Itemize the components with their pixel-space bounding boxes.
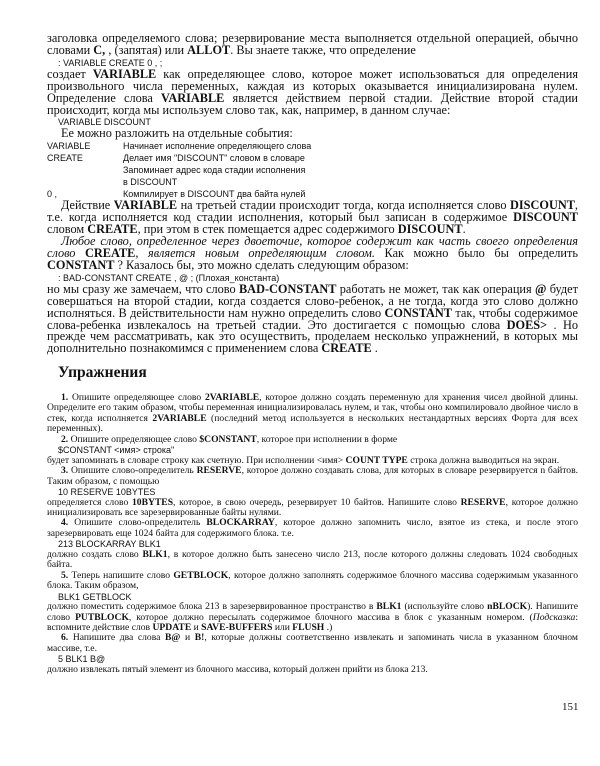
- events-table: [47, 140, 578, 200]
- exercise-1: [47, 393, 578, 435]
- code-line: : BAD-CONSTANT CREATE , @ ; (Плохая_константа): [58, 272, 280, 283]
- exercise-5: [47, 571, 578, 592]
- text-run: , которое при исполнении в форме: [256, 433, 398, 445]
- paragraph: [47, 665, 578, 675]
- text-run: и: [191, 621, 202, 633]
- event-desc: Компилирует в DISCOUNT два байта нулей: [123, 189, 306, 200]
- emphasis: Любое слово, определенное через двоеточие, которое содержит как часть своего определения слово: [47, 234, 578, 260]
- text-run: , которые должны соответственно извлекать и запоминать числа в указанном блочном массиве, т.е.: [47, 632, 578, 654]
- paragraph: [47, 200, 578, 236]
- text-run: ). Напишите слово: [47, 601, 579, 623]
- code-line: 213 BLOCKARRAY BLK1: [58, 539, 161, 550]
- text-run: Опишите слово-определитель: [68, 517, 207, 529]
- text-run: Действие: [61, 198, 114, 213]
- keyword: BAD-CONSTANT: [238, 281, 337, 296]
- section-heading: Упражнения: [58, 364, 147, 381]
- keyword: COUNT TYPE: [345, 454, 408, 466]
- text-run: , которое должно пересылать содержимое блочного массива в блок с указанным номером. (: [128, 611, 533, 623]
- paragraph: [47, 66, 578, 117]
- text-run: .: [371, 341, 378, 356]
- keyword: nBLOCK: [487, 601, 528, 613]
- text-run: , которое, в свою очередь, резервирует 10 байтов. Напишите слово: [173, 496, 461, 508]
- keyword: BLK1: [142, 548, 168, 560]
- keyword: DISCOUNT: [397, 222, 463, 237]
- event-desc: Начинает исполнение определяющего слова: [123, 141, 312, 152]
- keyword: RESERVE: [196, 465, 242, 477]
- exercise-6: [47, 633, 578, 654]
- keyword: B!: [194, 632, 205, 644]
- events-row: [47, 164, 578, 176]
- paragraph: [47, 33, 578, 57]
- text-run: Как можно было бы определить: [374, 245, 578, 260]
- text-run: Опишите определяющее слово: [68, 433, 200, 445]
- text-run: , которое должно создать переменную для хранения чисел двойной длины. Определите его таким образом, чтобы переменная инициализировалась нулем, и так, чтобы оно компилировало двойное число в стек, когда исполняется: [47, 392, 578, 424]
- text-run: должно создать слово: [47, 548, 143, 560]
- text-run: , т.е. когда исполняется код стадии исполнения, который был записан в содержимое: [47, 198, 578, 225]
- text-run: . Вы знаете также, что определение: [230, 42, 416, 57]
- paragraph: [47, 498, 578, 519]
- text-run: будет запоминать в словаре строку как счетную. При исполнении <имя>: [47, 454, 346, 466]
- keyword: @: [534, 281, 547, 296]
- text-run: должно извлекать пятый элемент из блочного массива, который должен прийти из блока 213.: [47, 663, 428, 675]
- paragraph: [47, 281, 579, 356]
- code-line: 10 RESERVE 10BYTES: [58, 487, 156, 498]
- keyword: CREATE: [321, 341, 372, 356]
- exercises: [47, 393, 578, 675]
- keyword: 5.: [61, 569, 69, 581]
- keyword: 2VARIABLE: [204, 392, 260, 403]
- keyword: PUTBLOCK: [75, 611, 129, 623]
- main-text: [47, 33, 578, 355]
- keyword: VARIABLE: [92, 66, 157, 81]
- text-run: : вспомните действие слов: [47, 611, 578, 633]
- keyword: 2.: [61, 433, 69, 445]
- text-run: является действием первой стадии. Действие второй стадии происходит, когда мы используем слово так, как, например, в данном случае:: [47, 90, 578, 117]
- event-word: [47, 176, 123, 188]
- text-run: определяется слово: [47, 496, 132, 508]
- events-row: [47, 176, 578, 188]
- text-run: или: [272, 621, 293, 633]
- keyword: CREATE: [87, 222, 138, 237]
- keyword: C,: [93, 42, 106, 57]
- keyword: B@: [165, 632, 181, 644]
- event-word: [47, 164, 123, 176]
- code-line: VARIABLE DISCOUNT: [58, 117, 151, 128]
- keyword: VARIABLE: [113, 198, 178, 213]
- keyword: 3.: [61, 465, 69, 477]
- exercise-4: [47, 518, 578, 539]
- text-run: заголовка определяемого слова; резервирование места выполняется отдельной операцией, обычно словами: [47, 31, 578, 57]
- keyword: DOES>: [506, 317, 548, 332]
- text-run: Ее можно разложить на отдельные события:: [61, 126, 293, 141]
- text-run: но мы сразу же замечаем, что слово: [47, 281, 239, 296]
- keyword: $CONSTANT: [199, 433, 257, 445]
- keyword: CONSTANT: [384, 305, 452, 320]
- keyword: DISCOUNT: [513, 210, 578, 225]
- keyword: RESERVE: [460, 496, 506, 508]
- code-line: BLK1 GETBLOCK: [58, 591, 132, 602]
- text-run: .): [324, 621, 333, 633]
- event-desc: в DISCOUNT: [123, 177, 178, 188]
- text-run: Напишите два слова: [68, 632, 166, 644]
- text-run: словом: [47, 222, 88, 237]
- text-run: как определяющее слово, которое может использоваться для определения произвольного числа переменных, каждая из которых оказывается инициализирована нулем. Определение слова: [47, 66, 578, 105]
- events-row: [47, 152, 578, 164]
- text-run: должно поместить содержимое блока 213 в зарезервированное пространство в: [47, 601, 377, 613]
- text-run: строка должна выводиться на экран.: [407, 454, 560, 466]
- event-word: CREATE: [47, 153, 83, 164]
- text-run: Теперь напишите слово: [68, 569, 174, 581]
- text-run: будет совершаться на второй стадии, когда создается слово-ребенок, а не тогда, когда это слово должно исполняться. В действительности нам нужно определить слово: [47, 281, 579, 320]
- text-run: .: [462, 222, 466, 237]
- text-run: , которое должно создавать слова, для которых в словаре резервируется n байтов. Таким образом, с помощью: [47, 465, 579, 487]
- event-desc: Делает имя "DISCOUNT" словом в словаре: [123, 153, 305, 164]
- text-run: Опишите определяющее слово: [68, 392, 205, 403]
- emphasis: Подсказка: [532, 611, 576, 623]
- keyword: DISCOUNT: [510, 198, 575, 213]
- paragraph: [47, 550, 578, 571]
- event-desc: Запоминает адрес кода стадии исполнения: [123, 165, 306, 176]
- event-word: VARIABLE: [47, 141, 91, 152]
- code-line: : VARIABLE CREATE 0 , ;: [58, 57, 163, 68]
- text-run: , которое должно запомнить число, взятое из стека, и после этого зарезервировать еще 1024 байта для содержимого блока. т.е.: [47, 517, 579, 539]
- keyword: 2VARIABLE: [152, 412, 207, 424]
- text-run: ? Казалось бы, это можно сделать следующим образом:: [114, 257, 409, 272]
- keyword: CONSTANT: [47, 257, 115, 272]
- text-run: , которое должно инициализировать все зарезервированные байты нулями.: [47, 496, 578, 518]
- event-word: 0 ,: [47, 189, 58, 200]
- keyword: BLOCKARRAY: [206, 517, 275, 529]
- text-run: (используйте слово: [401, 601, 488, 613]
- keyword: VARIABLE: [161, 90, 225, 105]
- text-run: на третьей стадии происходит тогда, когда исполняется слово: [177, 198, 510, 213]
- text-run: , которое должно заполнять содержимое блочного массива содержимым указанного блока. Таким образом,: [47, 569, 578, 592]
- keyword: 1.: [61, 392, 69, 403]
- text-run: , при этом в стек помещается адрес содержимого: [137, 222, 398, 237]
- text-run: и: [180, 632, 195, 644]
- keyword: ALLOT: [187, 42, 231, 57]
- exercise-3: [47, 466, 578, 487]
- text-run: Опишите слово-определитель: [68, 465, 197, 477]
- paragraph: [47, 236, 578, 272]
- keyword: 4.: [61, 517, 69, 529]
- emphasis: , является новым определяющим словом.: [135, 245, 375, 260]
- text-run: , в которое должно быть занесено число 213, после которого должны следовать 1024 свободных байта.: [47, 548, 579, 571]
- text-run: , (запятая) или: [105, 42, 188, 57]
- page-number: 151: [562, 701, 579, 713]
- keyword: GETBLOCK: [173, 569, 229, 581]
- text-run: так, чтобы содержимое слова-ребенка извлекалось на третьей стадии. Это достигается с помощью слова: [47, 305, 578, 332]
- paragraph: [47, 602, 578, 633]
- paragraph: [47, 128, 578, 140]
- keyword: 10BYTES: [131, 496, 174, 508]
- text-run: создает: [47, 66, 93, 81]
- keyword: 6.: [61, 632, 69, 644]
- code-line: $CONSTANT <имя> строка": [58, 445, 175, 456]
- text-run: . Но прежде чем рассматривать, как это осуществить, проделаем несколько упражнений, в которых мы дополнительно познакомимся с применением слова: [47, 317, 578, 356]
- text-run: работать не может, так как операция: [336, 281, 535, 296]
- events-row: [47, 140, 578, 152]
- keyword: SAVE-BUFFERS: [201, 621, 273, 633]
- code-line: 5 BLK1 B@: [58, 654, 106, 665]
- keyword: CREATE: [85, 245, 136, 260]
- keyword: UPDATE: [152, 621, 192, 633]
- exercise-2: [47, 435, 578, 445]
- text-run: (последний метод используется в нескольких нестандартных версиях Форта для всех переменных).: [47, 412, 578, 435]
- keyword: BLK1: [376, 601, 402, 613]
- keyword: FLUSH: [292, 621, 325, 633]
